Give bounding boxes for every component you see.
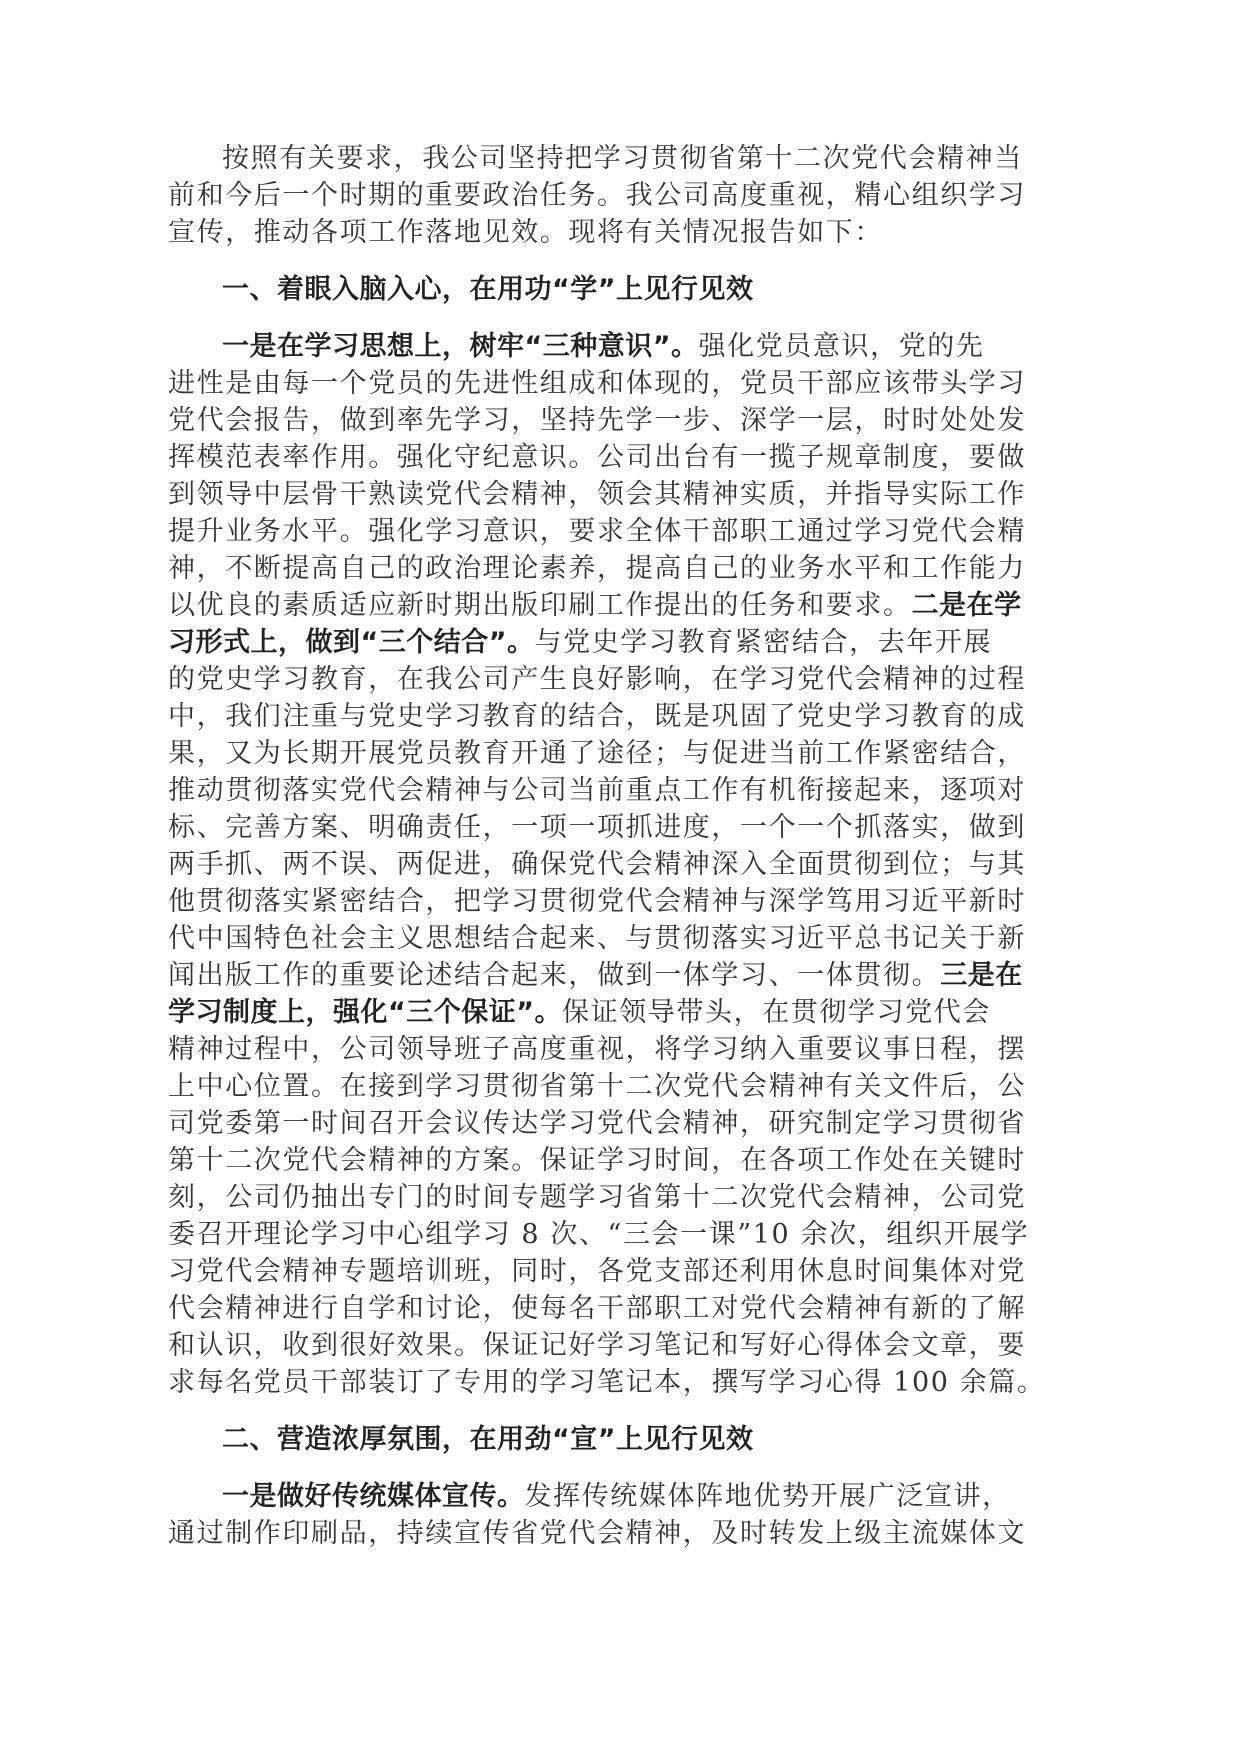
paragraph-line: 刻，公司仍抽出专门的时间专题学习省第十二次党代会精神，公司党 [168, 1182, 1026, 1213]
bold-lead: 一是做好传统媒体宣传。 [222, 1481, 525, 1512]
paragraph-line: 求每名党员干部装订了专用的学习笔记本，撰写学习心得 100 余篇。 [168, 1367, 1046, 1398]
paragraph-line: 和认识，收到很好效果。保证记好学习笔记和写好心得体会文章，要 [168, 1330, 1026, 1361]
bold-lead: 习形式上，做到“三个结合”。 [168, 627, 535, 658]
intro-line: 宣传，推动各项工作落地见效。现将有关情况报告如下： [168, 217, 883, 248]
paragraph-line: 精神过程中，公司领导班子高度重视，将学习纳入重要议事日程，摆 [168, 1034, 1026, 1065]
bold-lead: 一是在学习思想上，树牢“三种意识”。 [222, 331, 699, 362]
paragraph-line: 上中心位置。在接到学习贯彻省第十二次党代会精神有关文件后，公 [168, 1071, 1026, 1102]
intro-line: 按照有关要求，我公司坚持把学习贯彻省第十二次党代会精神当 [222, 143, 1023, 174]
paragraph-line: 他贯彻落实紧密结合，把学习贯彻党代会精神与深学笃用习近平新时 [168, 886, 1026, 917]
intro-line: 前和今后一个时期的重要政治任务。我公司高度重视，精心组织学习 [168, 180, 1026, 211]
bold-lead: 二是在学 [911, 590, 1022, 621]
paragraph-line: 以优良的素质适应新时期出版印刷工作提出的任务和要求。二是在学 [168, 590, 1022, 621]
paragraph-line: 挥模范表率作用。强化守纪意识。公司出台有一揽子规章制度，要做 [168, 442, 1026, 473]
paragraph-line: 一是做好传统媒体宣传。发挥传统媒体阵地优势开展广泛宣讲， [222, 1481, 1011, 1512]
paragraph-line: 神，不断提高自己的政治理论素养，提高自己的业务水平和工作能力 [168, 553, 1026, 584]
paragraph-line: 委召开理论学习中心组学习 8 次、“三会一课”10 余次，组织开展学 [168, 1219, 1030, 1250]
paragraph-line: 进性是由每一个党员的先进性组成和体现的，党员干部应该带头学习 [168, 368, 1026, 399]
paragraph-line: 一是在学习思想上，树牢“三种意识”。强化党员意识，党的先 [222, 331, 985, 362]
paragraph-line: 推动贯彻落实党代会精神与公司当前重点工作有机衔接起来，逐项对 [168, 775, 1026, 806]
section-heading-1: 一、着眼入脑入心，在用功“学”上见行见效 [222, 274, 754, 305]
paragraph-line: 习党代会精神专题培训班，同时，各党支部还利用休息时间集体对党 [168, 1256, 1026, 1287]
bold-lead: 学习制度上，强化“三个保证”。 [168, 997, 562, 1028]
paragraph-line: 中，我们注重与党史学习教育的结合，既是巩固了党史学习教育的成 [168, 701, 1026, 732]
bold-lead: 三是在 [940, 960, 1023, 991]
paragraph-line: 标、完善方案、明确责任，一项一项抓进度，一个一个抓落实，做到 [168, 812, 1026, 843]
paragraph-line: 代中国特色社会主义思想结合起来、与贯彻落实习近平总书记关于新 [168, 923, 1026, 954]
paragraph-line: 果，又为长期开展党员教育开通了途径；与促进当前工作紧密结合， [168, 738, 1026, 769]
paragraph-line: 闻出版工作的重要论述结合起来，做到一体学习、一体贯彻。三是在 [168, 960, 1023, 991]
paragraph-line: 提升业务水平。强化学习意识，要求全体干部职工通过学习党代会精 [168, 516, 1026, 547]
paragraph-line: 通过制作印刷品，持续宣传省党代会精神，及时转发上级主流媒体文 [168, 1518, 1026, 1549]
paragraph-line: 到领导中层骨干熟读党代会精神，领会其精神实质，并指导实际工作 [168, 479, 1026, 510]
paragraph-line: 第十二次党代会精神的方案。保证学习时间，在各项工作处在关键时 [168, 1145, 1026, 1176]
paragraph-line: 司党委第一时间召开会议传达学习党代会精神，研究制定学习贯彻省 [168, 1108, 1026, 1139]
paragraph-line: 习形式上，做到“三个结合”。与党史学习教育紧密结合，去年开展 [168, 627, 993, 658]
paragraph-line: 党代会报告，做到率先学习，坚持先学一步、深学一层，时时处处发 [168, 405, 1026, 436]
paragraph-line: 学习制度上，强化“三个保证”。保证领导带头，在贯彻学习党代会 [168, 997, 991, 1028]
paragraph-line: 代会精神进行自学和讨论，使每名干部职工对党代会精神有新的了解 [168, 1293, 1026, 1324]
paragraph-line: 两手抓、两不误、两促进，确保党代会精神深入全面贯彻到位；与其 [168, 849, 1026, 880]
document-page [168, 140, 1048, 1552]
paragraph-line: 的党史学习教育，在我公司产生良好影响，在学习党代会精神的过程 [168, 664, 1026, 695]
section-heading-2: 二、营造浓厚氛围，在用劲“宣”上见行见效 [222, 1424, 754, 1455]
